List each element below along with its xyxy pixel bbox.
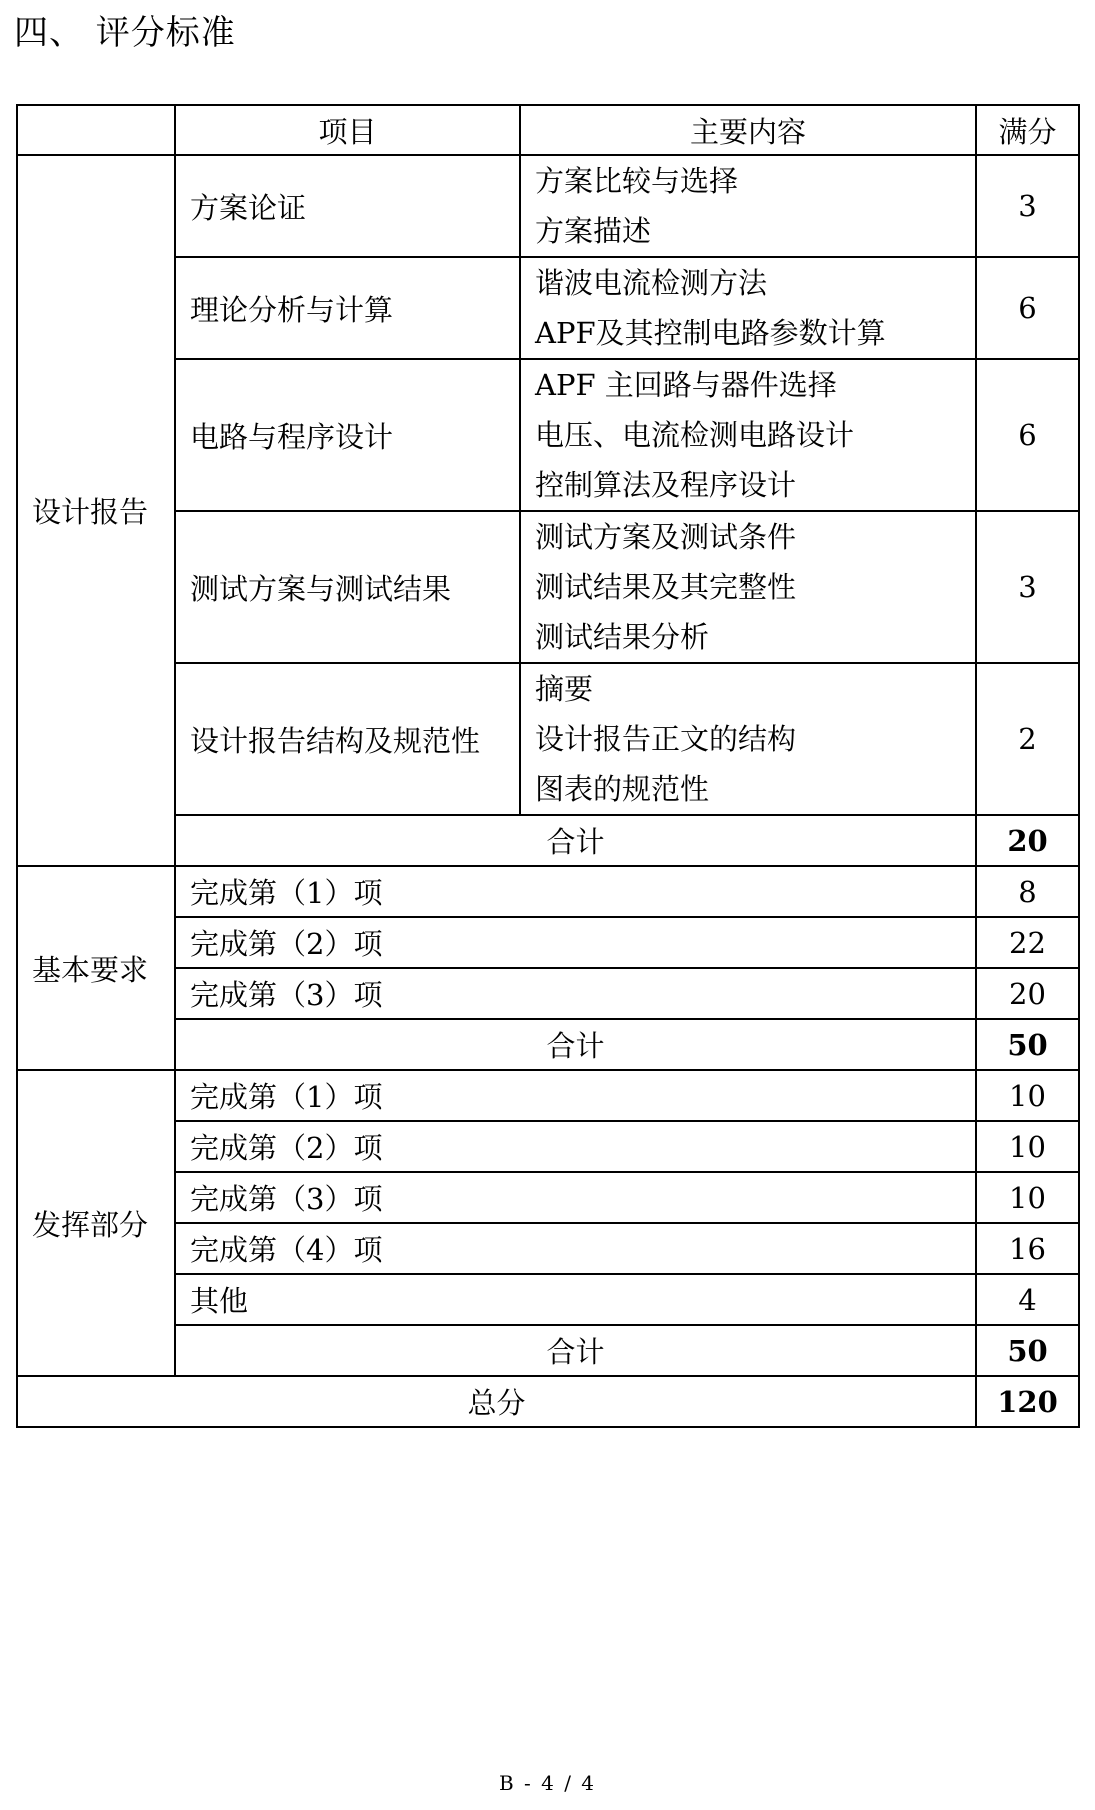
score-cell: 6	[976, 359, 1079, 511]
table-row	[17, 663, 1079, 815]
score-cell: 20	[976, 968, 1079, 1019]
item-cell: 其他	[175, 1274, 976, 1325]
item-cell: 完成第（2）项	[175, 1121, 976, 1172]
item-cell: 完成第（4）项	[175, 1223, 976, 1274]
content-line: 测试结果分析	[535, 620, 710, 654]
item-cell: 测试方案与测试结果	[175, 511, 520, 663]
grand-total-row	[17, 1376, 1079, 1427]
score-cell: 10	[976, 1121, 1079, 1172]
section-heading: 四、 评分标准	[14, 13, 236, 53]
content-line: 控制算法及程序设计	[535, 468, 797, 502]
item-cell: 完成第（1）项	[175, 866, 976, 917]
score-cell: 10	[976, 1070, 1079, 1121]
score-cell: 6	[976, 257, 1079, 359]
item-cell: 电路与程序设计	[175, 359, 520, 511]
content-line: 谐波电流检测方法	[535, 266, 768, 300]
table-row	[17, 866, 1079, 917]
content-line: 电压、电流检测电路设计	[535, 418, 855, 452]
content-line: 测试结果及其完整性	[535, 570, 797, 604]
content-cell	[520, 155, 976, 257]
table-row	[17, 359, 1079, 511]
table-row	[17, 257, 1079, 359]
grand-total-label: 总分	[17, 1376, 976, 1427]
subtotal-row	[17, 815, 1079, 866]
header-content: 主要内容	[520, 105, 976, 155]
item-cell: 完成第（3）项	[175, 1172, 976, 1223]
score-cell: 3	[976, 155, 1079, 257]
table-row	[17, 1121, 1079, 1172]
subtotal-score: 50	[976, 1325, 1079, 1376]
subtotal-row	[17, 1325, 1079, 1376]
content-cell	[520, 663, 976, 815]
header-score: 满分	[976, 105, 1079, 155]
score-cell: 10	[976, 1172, 1079, 1223]
content-line: 摘要	[535, 672, 594, 706]
content-cell	[520, 257, 976, 359]
content-line: 方案描述	[535, 214, 652, 248]
score-cell: 16	[976, 1223, 1079, 1274]
item-cell: 设计报告结构及规范性	[175, 663, 520, 815]
content-line: 方案比较与选择	[535, 164, 739, 198]
content-line: APF及其控制电路参数计算	[535, 316, 886, 350]
table-row	[17, 511, 1079, 663]
content-cell	[520, 511, 976, 663]
item-cell: 理论分析与计算	[175, 257, 520, 359]
page-number: B - 4 / 4	[498, 1771, 597, 1795]
content-line: 设计报告正文的结构	[535, 722, 797, 756]
table-row	[17, 1223, 1079, 1274]
score-cell: 22	[976, 917, 1079, 968]
category-report: 设计报告	[17, 155, 175, 866]
content-line: 测试方案及测试条件	[535, 520, 797, 554]
subtotal-score: 50	[976, 1019, 1079, 1070]
score-cell: 3	[976, 511, 1079, 663]
table-row	[17, 1172, 1079, 1223]
table-row	[17, 155, 1079, 257]
header-blank-cell	[17, 105, 175, 155]
item-cell: 完成第（2）项	[175, 917, 976, 968]
header-item: 项目	[175, 105, 520, 155]
score-cell: 8	[976, 866, 1079, 917]
content-line: 图表的规范性	[535, 772, 710, 806]
scoring-table	[16, 104, 1080, 1428]
subtotal-score: 20	[976, 815, 1079, 866]
score-cell: 2	[976, 663, 1079, 815]
grand-total-score: 120	[976, 1376, 1079, 1427]
table-header-row	[17, 105, 1079, 155]
table-row	[17, 917, 1079, 968]
item-cell: 完成第（1）项	[175, 1070, 976, 1121]
table-row	[17, 1274, 1079, 1325]
table-row	[17, 968, 1079, 1019]
category-advanced: 发挥部分	[17, 1070, 175, 1376]
subtotal-label: 合计	[175, 1325, 976, 1376]
table-row	[17, 1070, 1079, 1121]
category-basic: 基本要求	[17, 866, 175, 1070]
item-cell: 完成第（3）项	[175, 968, 976, 1019]
subtotal-label: 合计	[175, 815, 976, 866]
content-line: APF 主回路与器件选择	[535, 368, 837, 402]
subtotal-row	[17, 1019, 1079, 1070]
item-cell: 方案论证	[175, 155, 520, 257]
content-cell	[520, 359, 976, 511]
subtotal-label: 合计	[175, 1019, 976, 1070]
score-cell: 4	[976, 1274, 1079, 1325]
